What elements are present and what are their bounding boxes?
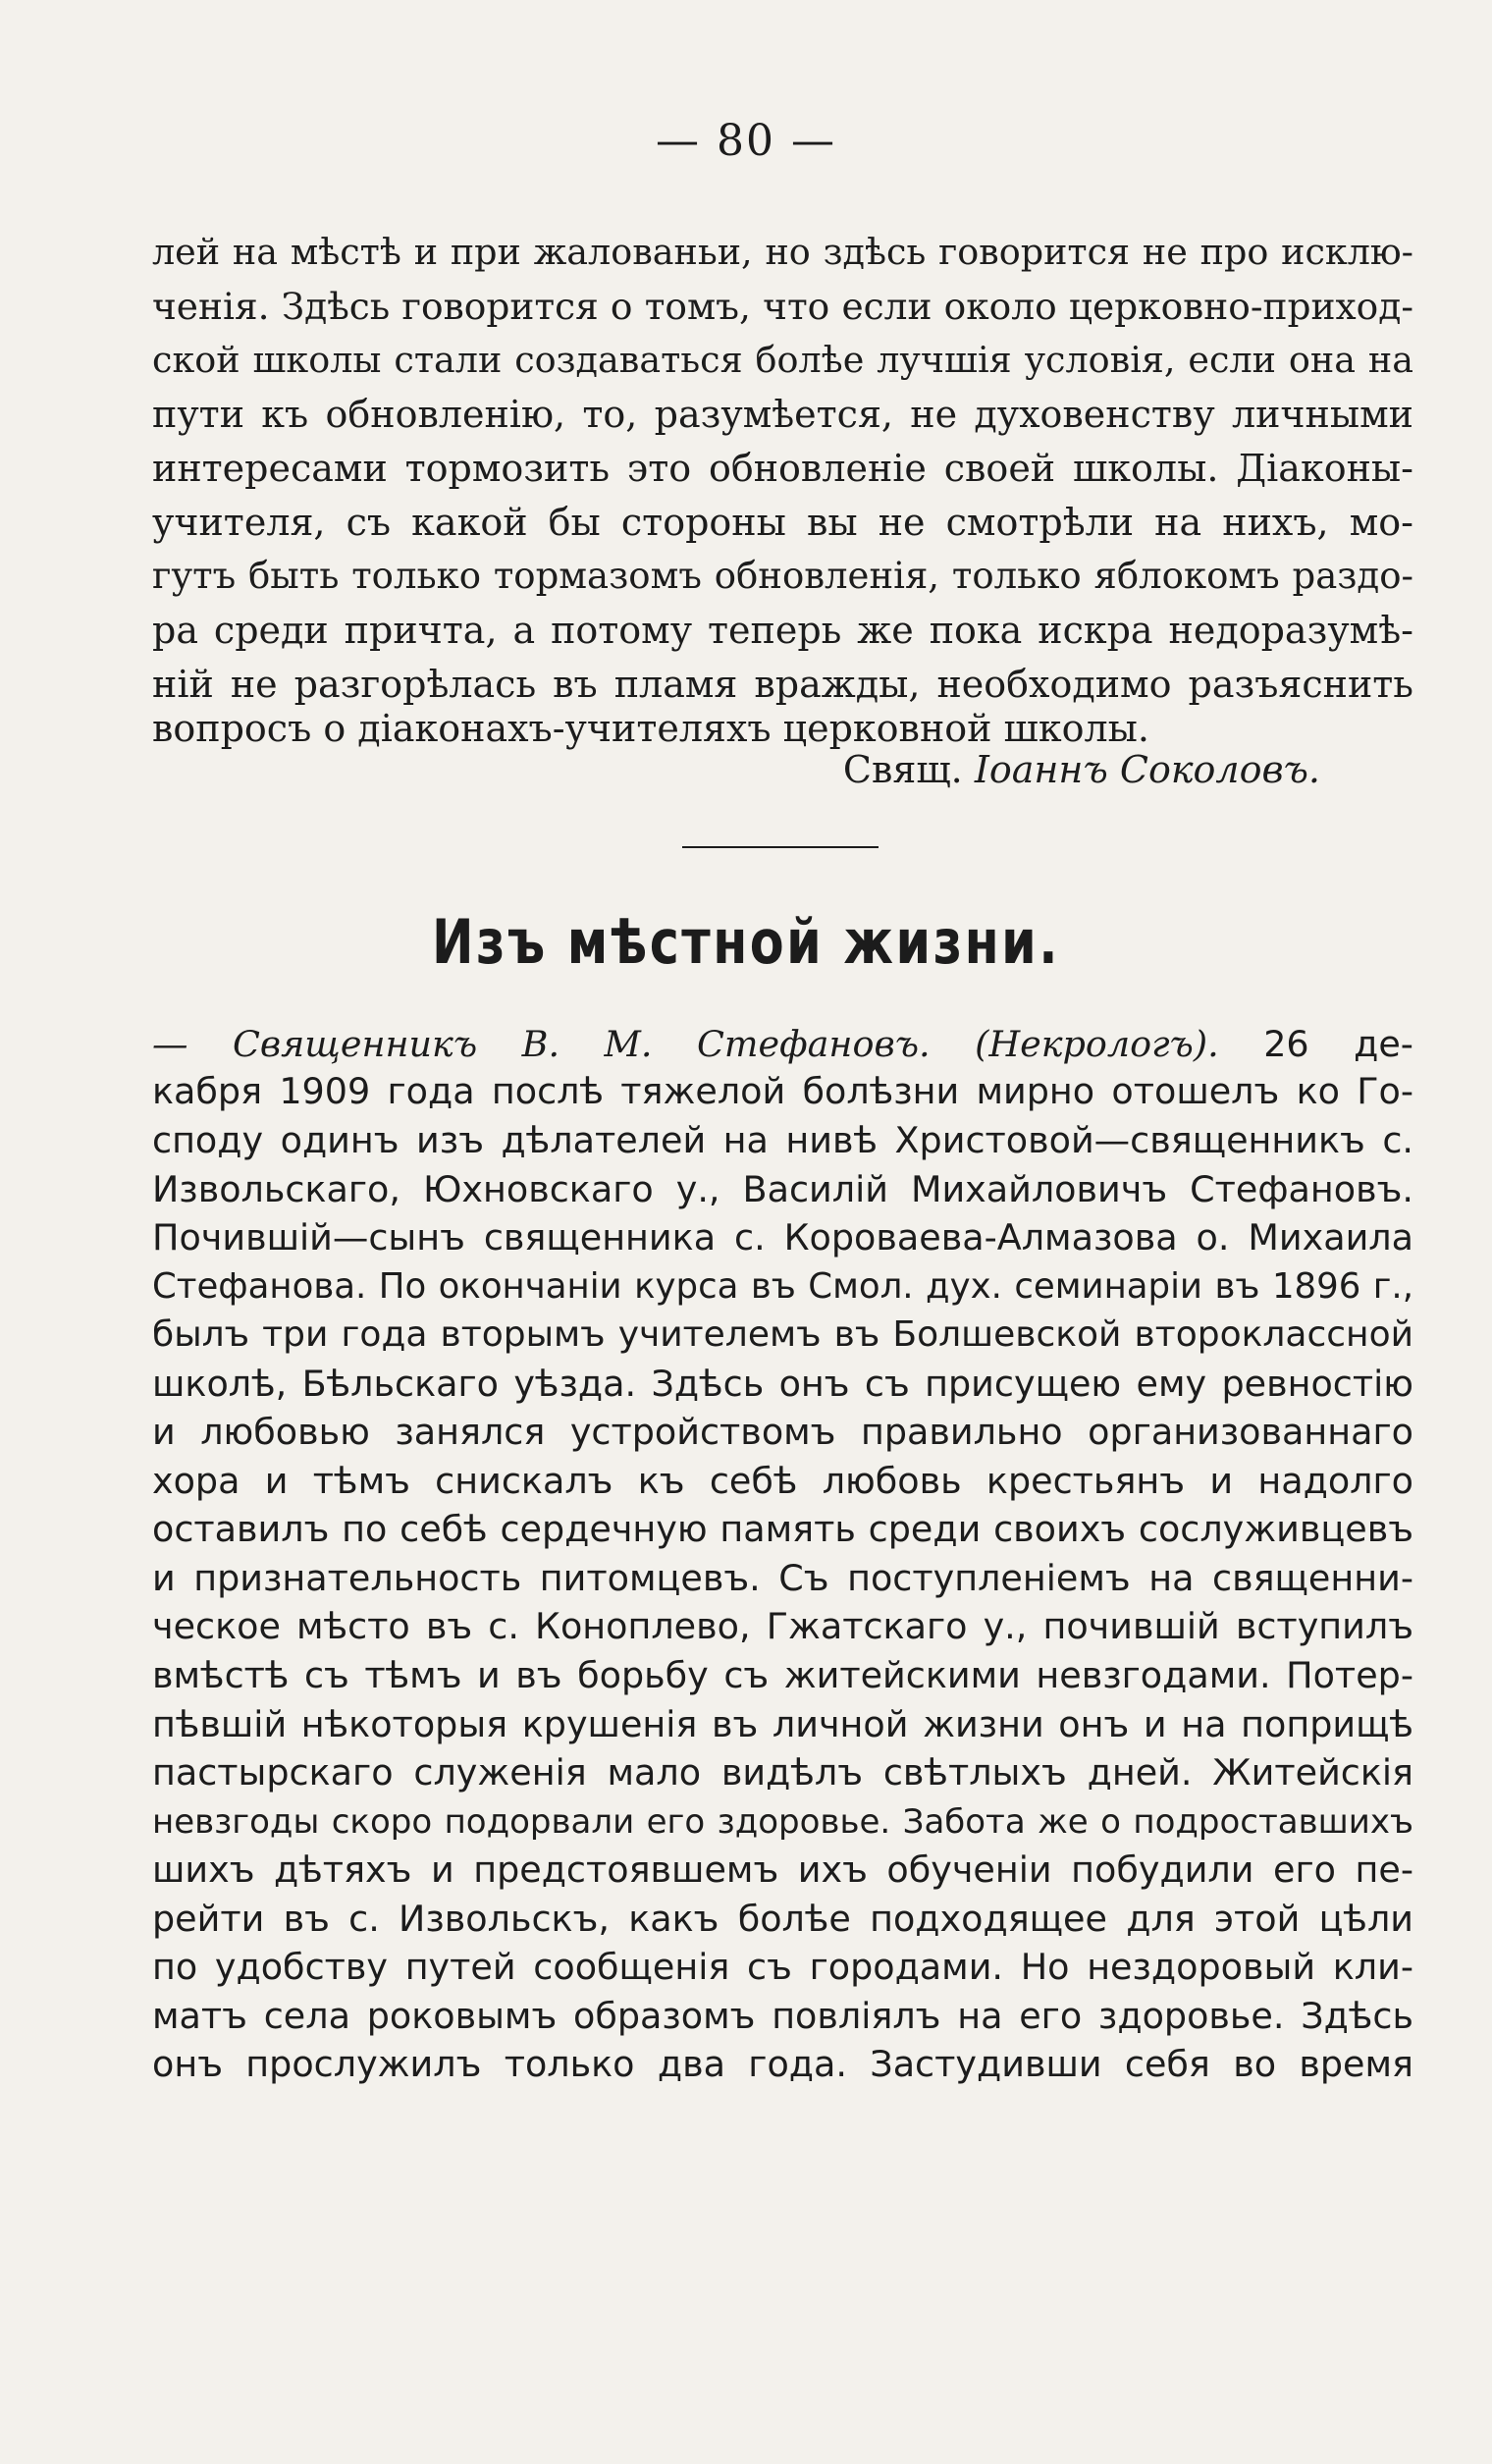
- text-line: споду одинъ изъ дѣлателей на нивѣ Христовой—священникъ с.: [152, 1119, 1413, 1161]
- text-line: учителя, съ какой бы стороны вы не смотрѣли на нихъ, мо-: [152, 501, 1413, 544]
- text-line: онъ прослужилъ только два года. Застудивши себя во время: [152, 2043, 1413, 2085]
- text-line: шихъ дѣтяхъ и предстоявшемъ ихъ обученіи побудили его пе-: [152, 1848, 1413, 1891]
- text-line: оставилъ по себѣ сердечную память среди своихъ сослуживцевъ: [152, 1508, 1413, 1550]
- text-line: невзгоды скоро подорвали его здоровье. Забота же о подроставшихъ: [152, 1802, 1413, 1842]
- text-line: ской школы стали создаваться болѣе лучшія условія, если она на: [152, 339, 1413, 381]
- text-line: лей на мѣстѣ и при жалованьи, но здѣсь говорится не про исклю-: [152, 231, 1413, 273]
- text-line: Почившій—сынъ священника с. Короваева-Алмазова о. Михаила: [152, 1216, 1413, 1259]
- text-line: пути къ обновленію, то, разумѣется, не духовенству личными: [152, 393, 1413, 436]
- signature-prefix: Свящ.: [842, 748, 963, 791]
- text-line: хора и тѣмъ снискалъ къ себѣ любовь крестьянъ и надолго: [152, 1460, 1413, 1502]
- text-line: рейти въ с. Извольскъ, какъ болѣе подходящее для этой цѣли: [152, 1898, 1413, 1940]
- text-line: былъ три года вторымъ учителемъ въ Болшевской второклассной: [152, 1314, 1413, 1355]
- text-line: и признательность питомцевъ. Съ поступленіемъ на священни-: [152, 1557, 1413, 1599]
- section-divider: [682, 846, 879, 848]
- text-line: ній не разгорѣлась въ пламя вражды, необходимо разъяснить: [152, 663, 1413, 706]
- text-line: и любовью занялся устройствомъ правильно организованнаго: [152, 1411, 1413, 1453]
- page-number: — 80 —: [656, 116, 836, 166]
- text-line: кабря 1909 года послѣ тяжелой болѣзни мирно отошелъ ко Го-: [152, 1070, 1413, 1112]
- section-heading: Изъ мѣстной жизни.: [431, 906, 1061, 978]
- text-line: интересами тормозить это обновленіе своей школы. Діаконы-: [152, 447, 1413, 490]
- necrology-first-line-rest: 26 де-: [1263, 1023, 1413, 1065]
- necrology-title: — Священникъ В. М. Стефановъ. (Некрологъ).: [152, 1023, 1219, 1065]
- text-line: по удобству путей сообщенія съ городами. Но нездоровый кли-: [152, 1946, 1413, 1988]
- text-line: вопросъ о діаконахъ-учителяхъ церковной школы.: [152, 707, 1149, 750]
- text-line: вмѣстѣ съ тѣмъ и въ борьбу съ житейскими невзгодами. Потер-: [152, 1654, 1413, 1696]
- text-line: гутъ быть только тормазомъ обновленія, только яблокомъ раздо-: [152, 555, 1413, 597]
- text-line: пѣвшій нѣкоторыя крушенія въ личной жизни онъ и на поприщѣ: [152, 1703, 1413, 1745]
- author-signature: [843, 746, 1320, 793]
- necrology-first-line: [152, 1021, 1413, 1068]
- text-line: ческое мѣсто въ с. Коноплево, Гжатскаго у., почившій вступилъ: [152, 1605, 1413, 1647]
- text-line: ра среди причта, а потому теперь же пока искра недоразумѣ-: [152, 609, 1413, 652]
- text-line: школѣ, Бѣльскаго уѣзда. Здѣсь онъ съ присущею ему ревностію: [152, 1363, 1413, 1405]
- text-line: пастырскаго служенія мало видѣлъ свѣтлыхъ дней. Житейскія: [152, 1751, 1413, 1794]
- text-line: Стефанова. По окончаніи курса въ Смол. дух. семинаріи въ 1896 г.,: [152, 1266, 1413, 1307]
- text-line: Извольскаго, Юхновскаго у., Василій Михайловичъ Стефановъ.: [152, 1168, 1413, 1210]
- signature-name: Іоаннъ Соколовъ.: [974, 748, 1320, 791]
- text-line: матъ села роковымъ образомъ повліялъ на его здоровье. Здѣсь: [152, 1995, 1413, 2037]
- text-line: ченія. Здѣсь говорится о томъ, что если около церковно-приход-: [152, 285, 1413, 328]
